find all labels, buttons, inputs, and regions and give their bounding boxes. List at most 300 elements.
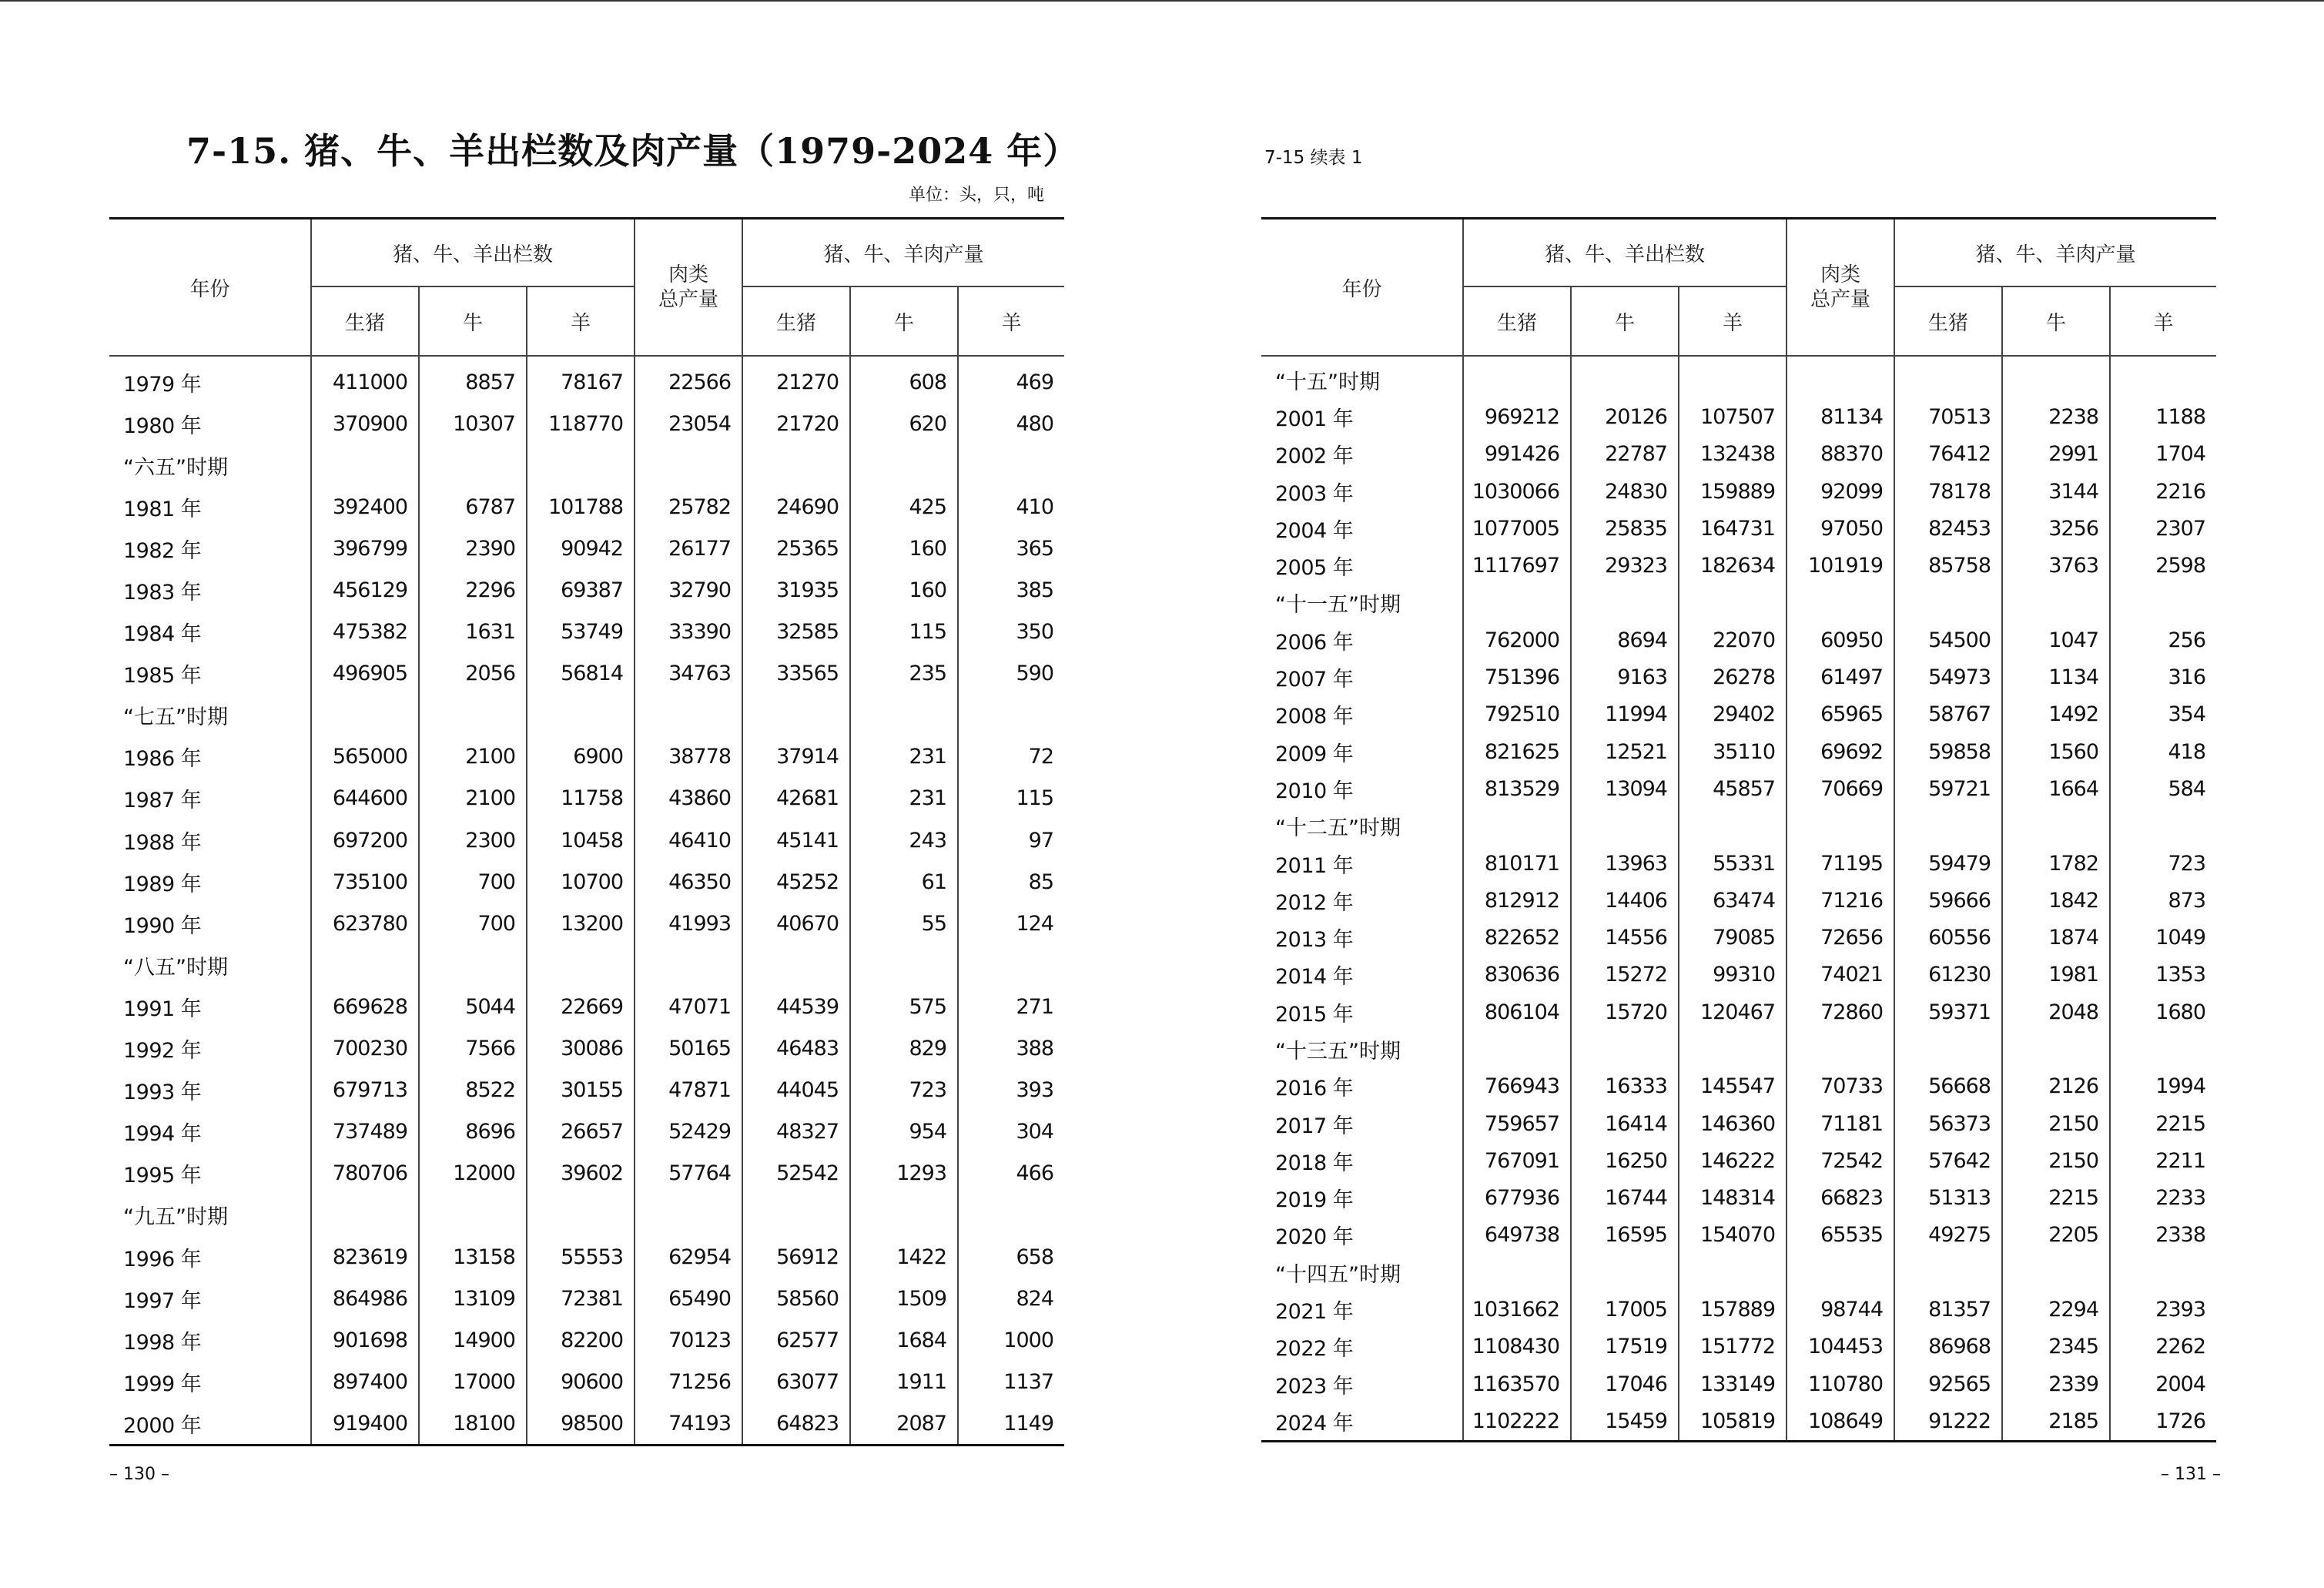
table-row — [109, 903, 1064, 944]
cattle-meat-cell: 1560 — [2002, 733, 2110, 770]
sheep-meat-cell: 2262 — [2155, 1335, 2206, 1359]
cattle-count-cell: 14406 — [1571, 882, 1679, 919]
cattle-count-cell: 2056 — [419, 653, 527, 695]
empty-cell — [850, 444, 958, 486]
sheep-count-cell: 164731 — [1679, 510, 1787, 547]
cattle-meat-cell: 1293 — [850, 1153, 958, 1194]
sheep-meat-cell: 97 — [1028, 828, 1054, 853]
pig-count-cell: 766943 — [1463, 1068, 1571, 1105]
cattle-meat-cell: 1842 — [2002, 882, 2110, 919]
cattle-meat-cell: 954 — [850, 1111, 958, 1153]
cattle-count-cell: 13963 — [1571, 845, 1679, 882]
table-row — [109, 1402, 1064, 1446]
header-cattle-meat: 牛 — [850, 286, 958, 356]
empty-cell — [1679, 1030, 1787, 1067]
year-cell: 2005 年 — [1261, 547, 1463, 584]
sheep-meat-cell: 2233 — [2155, 1186, 2206, 1211]
cattle-count-cell: 8857 — [419, 356, 527, 403]
pig-meat-cell: 40670 — [742, 903, 850, 944]
year-cell: 2002 年 — [1261, 436, 1463, 473]
total-meat-cell: 69692 — [1787, 733, 1894, 770]
pig-count-cell: 780706 — [311, 1153, 419, 1194]
pig-meat-cell: 49275 — [1894, 1217, 2002, 1254]
cattle-count-cell: 29323 — [1571, 547, 1679, 584]
cattle-count-cell: 15720 — [1571, 993, 1679, 1030]
empty-cell — [742, 1194, 850, 1236]
empty-cell — [311, 1194, 419, 1236]
total-meat-cell: 22566 — [635, 356, 742, 403]
period-row — [109, 444, 1064, 486]
year-cell: 1983 年 — [109, 569, 311, 611]
sheep-count-cell: 159889 — [1679, 473, 1787, 510]
cattle-meat-cell: 1509 — [850, 1278, 958, 1319]
sheep-meat-cell: 1049 — [2155, 926, 2206, 950]
pig-count-cell: 679713 — [311, 1070, 419, 1111]
empty-cell — [1787, 808, 1894, 845]
sheep-count-cell: 63474 — [1679, 882, 1787, 919]
pig-meat-cell: 46483 — [742, 1028, 850, 1070]
total-meat-cell: 70669 — [1787, 770, 1894, 807]
empty-cell — [1679, 585, 1787, 621]
cattle-meat-cell: 2048 — [2002, 993, 2110, 1030]
sheep-meat-cell: 2393 — [2155, 1298, 2206, 1322]
cattle-meat-cell: 1684 — [850, 1319, 958, 1361]
pig-meat-cell: 92565 — [1894, 1365, 2002, 1402]
empty-cell — [527, 1194, 635, 1236]
empty-cell — [1571, 585, 1679, 621]
pig-meat-cell: 85758 — [1894, 547, 2002, 584]
cattle-count-cell: 16595 — [1571, 1217, 1679, 1254]
empty-cell — [1787, 356, 1894, 398]
sheep-count-cell: 145547 — [1679, 1068, 1787, 1105]
sheep-meat-cell: 2598 — [2155, 554, 2206, 578]
header-total-line1: 肉类 — [668, 263, 709, 286]
year-cell: 1992 年 — [109, 1028, 311, 1070]
total-meat-cell: 70733 — [1787, 1068, 1894, 1105]
sheep-meat-cell: 824 — [1016, 1286, 1054, 1311]
sheep-count-cell: 98500 — [527, 1402, 635, 1446]
pig-count-cell: 810171 — [1463, 845, 1571, 882]
sheep-meat-cell: 304 — [1016, 1120, 1054, 1144]
cattle-count-cell: 17519 — [1571, 1328, 1679, 1365]
header-cattle: 牛 — [1571, 286, 1679, 356]
sheep-meat-cell: 385 — [1016, 578, 1054, 603]
year-cell: 2006 年 — [1261, 621, 1463, 658]
empty-cell — [958, 695, 1064, 736]
total-meat-cell: 97050 — [1787, 510, 1894, 547]
pig-meat-cell: 58560 — [742, 1278, 850, 1319]
empty-cell — [1463, 808, 1571, 845]
empty-cell — [850, 695, 958, 736]
pig-meat-cell: 51313 — [1894, 1180, 2002, 1217]
total-meat-cell: 70123 — [635, 1319, 742, 1361]
pig-count-cell: 669628 — [311, 986, 419, 1027]
period-row — [109, 944, 1064, 986]
table-row — [109, 486, 1064, 528]
empty-cell — [1463, 356, 1571, 398]
period-label: “十一五”时期 — [1261, 585, 1463, 621]
year-cell: 2017 年 — [1261, 1105, 1463, 1142]
total-meat-cell: 65965 — [1787, 696, 1894, 733]
pig-count-cell: 822652 — [1463, 919, 1571, 956]
pig-meat-cell: 44045 — [742, 1070, 850, 1111]
pig-count-cell: 823619 — [311, 1236, 419, 1278]
table-row — [1261, 1068, 2216, 1105]
cattle-meat-cell: 829 — [850, 1028, 958, 1070]
pig-count-cell: 370900 — [311, 403, 419, 444]
cattle-meat-cell: 2294 — [2002, 1291, 2110, 1328]
year-cell: 2016 年 — [1261, 1068, 1463, 1105]
pig-count-cell: 991426 — [1463, 436, 1571, 473]
sheep-count-cell: 101788 — [527, 486, 635, 528]
empty-cell — [2002, 1030, 2110, 1067]
sheep-count-cell: 26278 — [1679, 658, 1787, 695]
year-cell: 1993 年 — [109, 1070, 311, 1111]
cattle-meat-cell: 2150 — [2002, 1142, 2110, 1179]
year-cell: 1995 年 — [109, 1153, 311, 1194]
cattle-meat-cell: 160 — [850, 528, 958, 569]
period-row — [109, 695, 1064, 736]
table-row — [109, 356, 1064, 403]
sheep-count-cell: 22070 — [1679, 621, 1787, 658]
year-cell: 1989 年 — [109, 861, 311, 903]
year-cell: 1996 年 — [109, 1236, 311, 1278]
table-row — [1261, 956, 2216, 993]
pig-meat-cell: 56373 — [1894, 1105, 2002, 1142]
cattle-count-cell: 15272 — [1571, 956, 1679, 993]
year-cell: 1991 年 — [109, 986, 311, 1027]
empty-cell — [527, 695, 635, 736]
pig-count-cell: 821625 — [1463, 733, 1571, 770]
header-total-line1: 肉类 — [1820, 263, 1861, 286]
empty-cell — [2002, 585, 2110, 621]
sheep-meat-cell: 1994 — [2155, 1074, 2206, 1099]
total-meat-cell: 74021 — [1787, 956, 1894, 993]
pig-meat-cell: 32585 — [742, 611, 850, 653]
empty-cell — [311, 944, 419, 986]
top-border-line — [0, 0, 2324, 2]
right-table-body — [1261, 356, 2216, 1441]
cattle-count-cell: 700 — [419, 903, 527, 944]
total-meat-cell: 110780 — [1787, 1365, 1894, 1402]
total-meat-cell: 61497 — [1787, 658, 1894, 695]
pig-count-cell: 759657 — [1463, 1105, 1571, 1142]
pig-meat-cell: 42681 — [742, 778, 850, 819]
cattle-count-cell: 2300 — [419, 819, 527, 861]
empty-cell — [1679, 808, 1787, 845]
cattle-meat-cell: 61 — [850, 861, 958, 903]
empty-cell — [1894, 1030, 2002, 1067]
period-row — [1261, 1030, 2216, 1067]
year-cell: 1987 年 — [109, 778, 311, 819]
period-row — [1261, 585, 2216, 621]
cattle-meat-cell: 608 — [850, 356, 958, 403]
table-row — [1261, 1217, 2216, 1254]
year-cell: 2008 年 — [1261, 696, 1463, 733]
cattle-count-cell: 17000 — [419, 1361, 527, 1402]
pig-meat-cell: 59666 — [1894, 882, 2002, 919]
sheep-meat-cell: 124 — [1016, 911, 1054, 936]
cattle-count-cell: 700 — [419, 861, 527, 903]
pig-count-cell: 475382 — [311, 611, 419, 653]
sheep-meat-cell: 480 — [1016, 411, 1054, 436]
cattle-count-cell: 17046 — [1571, 1365, 1679, 1402]
total-meat-cell: 88370 — [1787, 436, 1894, 473]
year-cell: 1988 年 — [109, 819, 311, 861]
pig-count-cell: 392400 — [311, 486, 419, 528]
sheep-meat-cell: 256 — [2168, 628, 2206, 652]
period-label: “八五”时期 — [109, 944, 311, 986]
year-cell: 1985 年 — [109, 653, 311, 695]
empty-cell — [635, 444, 742, 486]
sheep-count-cell: 26657 — [527, 1111, 635, 1153]
empty-cell — [419, 444, 527, 486]
sheep-count-cell: 55331 — [1679, 845, 1787, 882]
sheep-count-cell: 29402 — [1679, 696, 1787, 733]
sheep-count-cell: 72381 — [527, 1278, 635, 1319]
empty-cell — [850, 944, 958, 986]
cattle-count-cell: 24830 — [1571, 473, 1679, 510]
table-row — [109, 611, 1064, 653]
table-row — [109, 1319, 1064, 1361]
pig-meat-cell: 48327 — [742, 1111, 850, 1153]
total-meat-cell: 47071 — [635, 986, 742, 1027]
period-label: “十四五”时期 — [1261, 1254, 1463, 1291]
empty-cell — [635, 1194, 742, 1236]
empty-cell — [635, 695, 742, 736]
cattle-count-cell: 8694 — [1571, 621, 1679, 658]
total-meat-cell: 43860 — [635, 778, 742, 819]
pig-count-cell: 767091 — [1463, 1142, 1571, 1179]
sheep-meat-cell: 2307 — [2155, 516, 2206, 541]
cattle-count-cell: 5044 — [419, 986, 527, 1027]
year-cell: 2019 年 — [1261, 1180, 1463, 1217]
year-cell: 2010 年 — [1261, 770, 1463, 807]
table-title: 7-15. 猪、牛、羊出栏数及肉产量（1979-2024 年） — [186, 130, 1080, 172]
total-meat-cell: 57764 — [635, 1153, 742, 1194]
cattle-count-cell: 14900 — [419, 1319, 527, 1361]
table-row — [1261, 993, 2216, 1030]
empty-cell — [311, 695, 419, 736]
empty-cell — [1894, 1254, 2002, 1291]
table-row — [109, 1111, 1064, 1153]
year-cell: 2022 年 — [1261, 1328, 1463, 1365]
header-total-line2: 总产量 — [1810, 288, 1871, 311]
empty-cell — [1679, 1254, 1787, 1291]
year-cell: 1986 年 — [109, 736, 311, 778]
total-meat-cell: 50165 — [635, 1028, 742, 1070]
empty-cell — [635, 944, 742, 986]
table-row — [1261, 658, 2216, 695]
table-row — [1261, 436, 2216, 473]
pig-meat-cell: 91222 — [1894, 1402, 2002, 1441]
table-row — [1261, 733, 2216, 770]
cattle-count-cell: 10307 — [419, 403, 527, 444]
cattle-count-cell: 13158 — [419, 1236, 527, 1278]
cattle-meat-cell: 2345 — [2002, 1328, 2110, 1365]
pig-meat-cell: 59371 — [1894, 993, 2002, 1030]
empty-cell — [419, 944, 527, 986]
total-meat-cell: 46410 — [635, 819, 742, 861]
pig-meat-cell: 45141 — [742, 819, 850, 861]
empty-cell — [419, 695, 527, 736]
table-row — [1261, 547, 2216, 584]
total-meat-cell: 38778 — [635, 736, 742, 778]
header-cattle: 牛 — [419, 286, 527, 356]
empty-cell — [958, 444, 1064, 486]
total-meat-cell: 46350 — [635, 861, 742, 903]
cattle-meat-cell: 1664 — [2002, 770, 2110, 807]
year-cell: 2013 年 — [1261, 919, 1463, 956]
sheep-count-cell: 99310 — [1679, 956, 1787, 993]
empty-cell — [742, 944, 850, 986]
sheep-count-cell: 120467 — [1679, 993, 1787, 1030]
cattle-count-cell: 15459 — [1571, 1402, 1679, 1441]
sheep-count-cell: 30086 — [527, 1028, 635, 1070]
sheep-meat-cell: 1000 — [1003, 1328, 1054, 1352]
sheep-count-cell: 154070 — [1679, 1217, 1787, 1254]
empty-cell — [1571, 356, 1679, 398]
year-cell: 2011 年 — [1261, 845, 1463, 882]
cattle-meat-cell: 2087 — [850, 1402, 958, 1446]
sheep-count-cell: 133149 — [1679, 1365, 1787, 1402]
pig-count-cell: 812912 — [1463, 882, 1571, 919]
table-row — [1261, 1402, 2216, 1441]
cattle-count-cell: 2100 — [419, 778, 527, 819]
year-cell: 2018 年 — [1261, 1142, 1463, 1179]
year-cell: 2014 年 — [1261, 956, 1463, 993]
empty-cell — [2002, 356, 2110, 398]
year-cell: 2024 年 — [1261, 1402, 1463, 1441]
pig-meat-cell: 81357 — [1894, 1291, 2002, 1328]
empty-cell — [958, 1194, 1064, 1236]
pig-meat-cell: 44539 — [742, 986, 850, 1027]
table-row — [109, 1278, 1064, 1319]
pig-meat-cell: 37914 — [742, 736, 850, 778]
cattle-meat-cell: 425 — [850, 486, 958, 528]
table-row — [1261, 1291, 2216, 1328]
cattle-meat-cell: 3144 — [2002, 473, 2110, 510]
sheep-count-cell: 90942 — [527, 528, 635, 569]
year-cell: 2003 年 — [1261, 473, 1463, 510]
sheep-meat-cell: 316 — [2168, 665, 2206, 690]
header-pig-meat: 生猪 — [1894, 286, 2002, 356]
sheep-count-cell: 6900 — [527, 736, 635, 778]
year-cell: 1984 年 — [109, 611, 311, 653]
year-cell: 1998 年 — [109, 1319, 311, 1361]
cattle-meat-cell: 723 — [850, 1070, 958, 1111]
pig-count-cell: 830636 — [1463, 956, 1571, 993]
cattle-meat-cell: 243 — [850, 819, 958, 861]
year-cell: 1981 年 — [109, 486, 311, 528]
header-pig-meat: 生猪 — [742, 286, 850, 356]
header-sheep: 羊 — [1679, 286, 1787, 356]
table-row — [109, 736, 1064, 778]
pig-count-cell: 1077005 — [1463, 510, 1571, 547]
empty-cell — [2110, 808, 2216, 845]
cattle-meat-cell: 55 — [850, 903, 958, 944]
cattle-count-cell: 12521 — [1571, 733, 1679, 770]
sheep-meat-cell: 388 — [1016, 1037, 1054, 1061]
sheep-meat-cell: 1188 — [2155, 404, 2206, 429]
year-cell: 1990 年 — [109, 903, 311, 944]
pig-count-cell: 1031662 — [1463, 1291, 1571, 1328]
cattle-count-cell: 12000 — [419, 1153, 527, 1194]
pig-meat-cell: 76412 — [1894, 436, 2002, 473]
pig-meat-cell: 24690 — [742, 486, 850, 528]
sheep-count-cell: 118770 — [527, 403, 635, 444]
header-total-meat — [1787, 219, 1894, 357]
right-data-table — [1261, 217, 2216, 1442]
total-meat-cell: 23054 — [635, 403, 742, 444]
empty-cell — [527, 444, 635, 486]
sheep-count-cell: 10700 — [527, 861, 635, 903]
header-pig: 生猪 — [311, 286, 419, 356]
total-meat-cell: 74193 — [635, 1402, 742, 1446]
year-cell: 1982 年 — [109, 528, 311, 569]
cattle-count-cell: 2100 — [419, 736, 527, 778]
cattle-count-cell: 25835 — [1571, 510, 1679, 547]
total-meat-cell: 104453 — [1787, 1328, 1894, 1365]
header-slaughter-group: 猪、牛、羊出栏数 — [1463, 219, 1787, 287]
sheep-count-cell: 11758 — [527, 778, 635, 819]
period-row — [1261, 1254, 2216, 1291]
cattle-meat-cell: 575 — [850, 986, 958, 1027]
total-meat-cell: 71256 — [635, 1361, 742, 1402]
cattle-meat-cell: 231 — [850, 778, 958, 819]
empty-cell — [742, 695, 850, 736]
pig-count-cell: 901698 — [311, 1319, 419, 1361]
year-cell: 2021 年 — [1261, 1291, 1463, 1328]
cattle-meat-cell: 160 — [850, 569, 958, 611]
cattle-meat-cell: 620 — [850, 403, 958, 444]
pig-meat-cell: 21720 — [742, 403, 850, 444]
sheep-meat-cell: 1149 — [1003, 1411, 1054, 1436]
unit-label: 单位：头，只，吨 — [909, 186, 1045, 205]
empty-cell — [1463, 1030, 1571, 1067]
sheep-meat-cell: 1680 — [2155, 1000, 2206, 1024]
sheep-meat-cell: 1726 — [2155, 1409, 2206, 1433]
year-cell: 2004 年 — [1261, 510, 1463, 547]
pig-meat-cell: 33565 — [742, 653, 850, 695]
cattle-meat-cell: 2339 — [2002, 1365, 2110, 1402]
pig-meat-cell: 31935 — [742, 569, 850, 611]
pig-meat-cell: 62577 — [742, 1319, 850, 1361]
sheep-meat-cell: 469 — [1016, 370, 1054, 394]
sheep-meat-cell: 2211 — [2155, 1148, 2206, 1173]
table-row — [1261, 621, 2216, 658]
pig-meat-cell: 59479 — [1894, 845, 2002, 882]
pig-meat-cell: 54500 — [1894, 621, 2002, 658]
page-number-right: – 131 – — [2161, 1465, 2221, 1484]
total-meat-cell: 65490 — [635, 1278, 742, 1319]
sheep-meat-cell: 354 — [2168, 702, 2206, 727]
cattle-count-cell: 8696 — [419, 1111, 527, 1153]
empty-cell — [1463, 585, 1571, 621]
year-cell: 1980 年 — [109, 403, 311, 444]
pig-meat-cell: 56912 — [742, 1236, 850, 1278]
table-row — [109, 986, 1064, 1027]
year-cell: 1999 年 — [109, 1361, 311, 1402]
pig-count-cell: 897400 — [311, 1361, 419, 1402]
total-meat-cell: 98744 — [1787, 1291, 1894, 1328]
header-sheep: 羊 — [527, 286, 635, 356]
table-row — [109, 819, 1064, 861]
cattle-count-cell: 20126 — [1571, 398, 1679, 435]
total-meat-cell: 66823 — [1787, 1180, 1894, 1217]
sheep-meat-cell: 873 — [2168, 888, 2206, 913]
year-cell: 2015 年 — [1261, 993, 1463, 1030]
